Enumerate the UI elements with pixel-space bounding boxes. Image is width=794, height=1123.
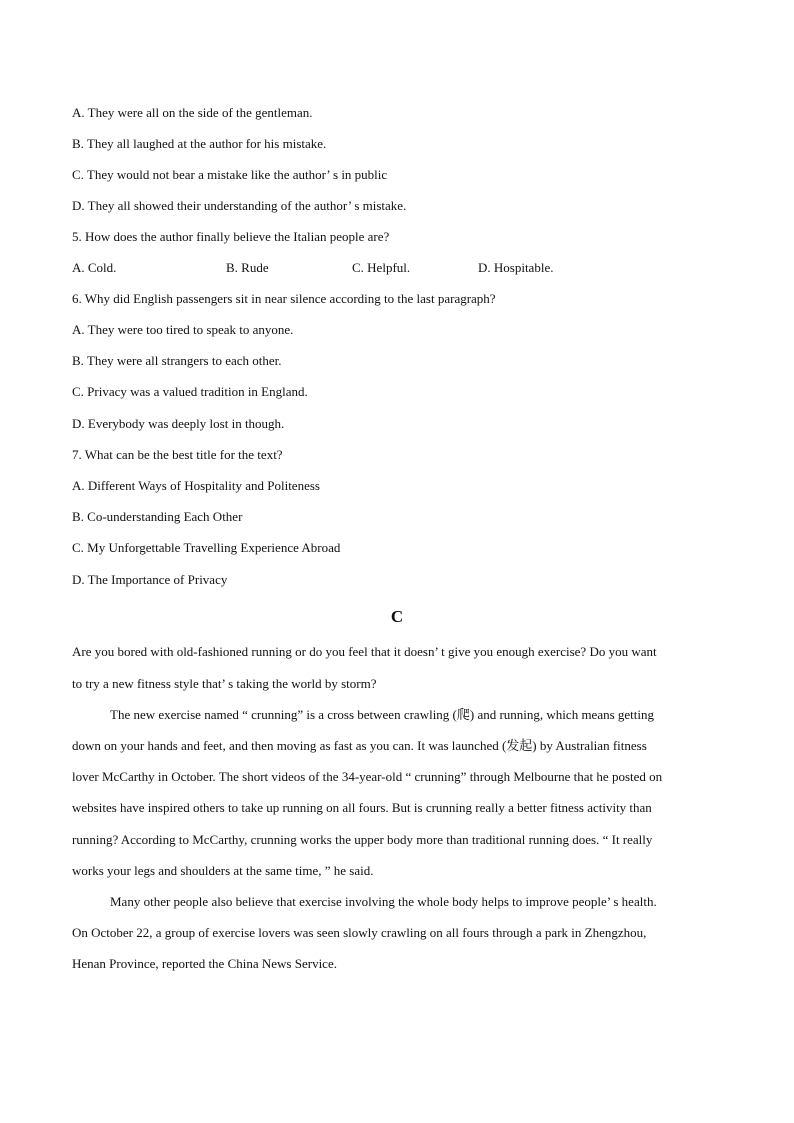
q4-option-a: A. They were all on the side of the gentleman.: [72, 105, 313, 120]
q5-option-a: A. Cold.: [72, 260, 117, 275]
q4-option-d: D. They all showed their understanding of the author’ s mistake.: [72, 198, 407, 213]
q4-option-b: B. They all laughed at the author for his mistake.: [72, 136, 327, 151]
paragraph-line: Henan Province, reported the China News Service.: [72, 956, 337, 971]
q6-option-b: B. They were all strangers to each other.: [72, 353, 282, 368]
paragraph-line: to try a new fitness style that’ s taking the world by storm?: [72, 676, 377, 691]
paragraph-line: works your legs and shoulders at the same time, ” he said.: [72, 863, 374, 878]
q7-option-a: A. Different Ways of Hospitality and Politeness: [72, 478, 320, 493]
q7-question: 7. What can be the best title for the text?: [72, 447, 283, 462]
q7-option-d: D. The Importance of Privacy: [72, 572, 228, 587]
paragraph-line: Many other people also believe that exercise involving the whole body helps to improve people’ s health.: [110, 894, 657, 909]
q6-option-a: A. They were too tired to speak to anyone.: [72, 322, 294, 337]
q6-option-c: C. Privacy was a valued tradition in England.: [72, 384, 308, 399]
q6-option-d: D. Everybody was deeply lost in though.: [72, 416, 285, 431]
paragraph-line: down on your hands and feet, and then moving as fast as you can. It was launched (发起) by Australian fitness: [72, 738, 647, 753]
q6-question: 6. Why did English passengers sit in near silence according to the last paragraph?: [72, 291, 496, 306]
paragraph-line: websites have inspired others to take up running on all fours. But is crunning really a better fitness activity than: [72, 800, 652, 815]
paragraph-line: The new exercise named “ crunning” is a cross between crawling (爬) and running, which means getting: [110, 707, 655, 722]
section-heading: C: [390, 607, 404, 626]
paragraph-line: Are you bored with old-fashioned running or do you feel that it doesn’ t give you enough exercise? Do you want: [72, 644, 657, 659]
paragraph-line: On October 22, a group of exercise lovers was seen slowly crawling on all fours through a park in Zhengzhou,: [72, 925, 647, 940]
q5-option-d: D. Hospitable.: [478, 260, 554, 275]
q5-options-row: [72, 260, 632, 276]
q5-option-c: C. Helpful.: [352, 260, 411, 275]
paragraph-line: running? According to McCarthy, crunning works the upper body more than traditional running does. “ It really: [72, 832, 653, 847]
q4-option-c: C. They would not bear a mistake like the author’ s in public: [72, 167, 388, 182]
q5-option-b: B. Rude: [226, 260, 269, 275]
q7-option-b: B. Co-understanding Each Other: [72, 509, 243, 524]
q5-question: 5. How does the author finally believe the Italian people are?: [72, 229, 390, 244]
paragraph-line: lover McCarthy in October. The short videos of the 34-year-old “ crunning” through Melbourne that he posted on: [72, 769, 663, 784]
q7-option-c: C. My Unforgettable Travelling Experience Abroad: [72, 540, 341, 555]
